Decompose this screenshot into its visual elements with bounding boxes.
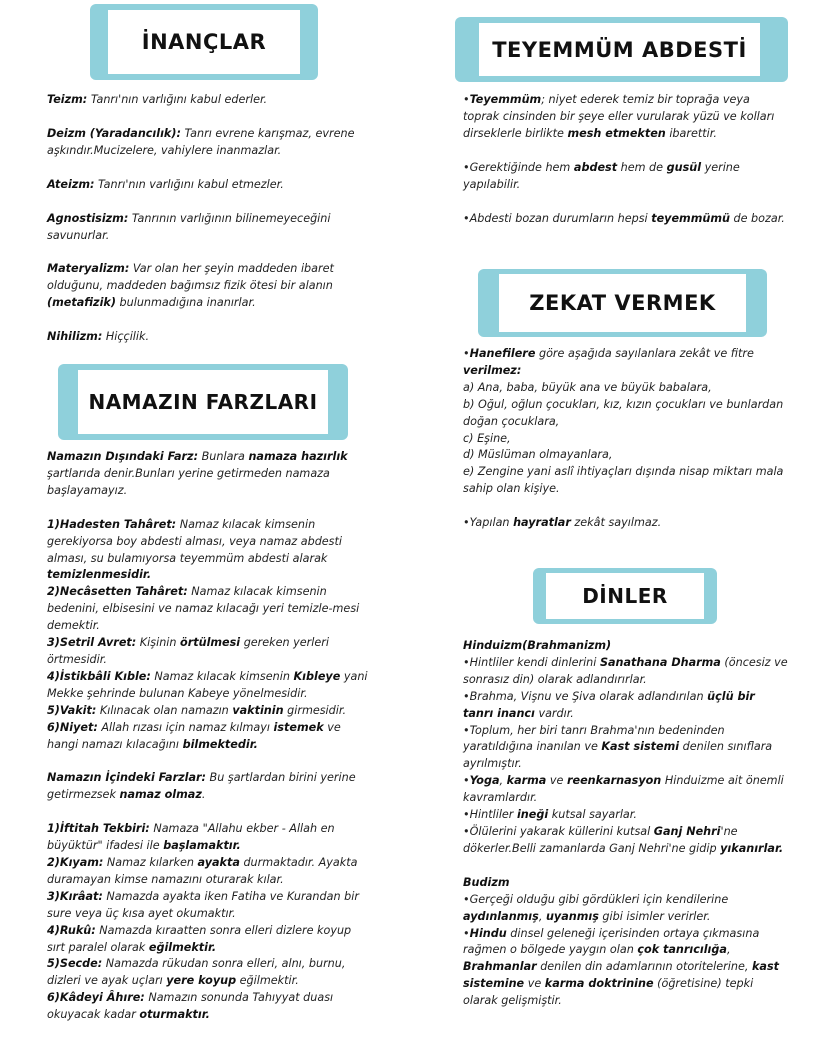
zekat-list-item: c) Eşine, (463, 431, 511, 445)
hinduizm-bullet: •Brahma, Vişnu ve Şiva olarak adlandırılan üçlü bir tanrı inancı vardır. (463, 689, 755, 720)
farz-item: 3)Kırâat: Namazda ayakta iken Fatiha ve Kurandan bir sure veya üç kısa ayet okumaktır. (47, 889, 359, 920)
farz-item: 2)Kıyam: Namaz kılarken ayakta durmaktadır. Ayakta duramayan kimse namazını oturarak kılar. (47, 856, 358, 886)
farz-item: 4)Rukû: Namazda kıraatten sonra elleri dizlere koyup sırt paralel olarak eğilmektir. (47, 923, 352, 954)
budizm-bullet: •Gerçeği olduğu gibi gördükleri için kendilerine aydınlanmış, uyanmış gibi isimler verirler. (463, 892, 729, 923)
section-title: İNANÇLAR (141, 30, 267, 54)
header-dinler (533, 568, 717, 624)
zekat-content (463, 346, 788, 532)
hinduizm-heading: Hinduizm(Brahmanizm) (463, 639, 612, 652)
farz-item: 6)Kâdeyi Âhıre: Namazın sonunda Tahıyyat duası okuyacak kadar oturmaktır. (47, 991, 334, 1022)
teyemmum-note: •Abdesti bozan durumların hepsi teyemmümü de bozar. (463, 211, 785, 225)
namaz-icindeki-intro: Namazın İçindeki Farzlar: Bu şartlardan birini yerine getirmezsek namaz olmaz. (47, 771, 356, 802)
farz-item: 5)Secde: Namazda rükudan sonra elleri, alnı, burnu, dizleri ve ayak uçları yere koyup eğilmektir. (47, 957, 346, 988)
zekat-list-item: e) Zengine yani aslî ihtiyaçları dışında nisap miktarı mala sahip olan kişiye. (463, 465, 784, 496)
zekat-list-item: b) Oğul, oğlun çocukları, kız, kızın çocukları ve bunlardan doğan çocuklara, (463, 397, 784, 428)
zekat-intro: •Hanefilere göre aşağıda sayılanlara zekât ve fitre verilmez: (463, 347, 754, 377)
dinler-content (463, 638, 788, 1010)
farz-item: 1)İftitah Tekbiri: Namaza "Allahu ekber - Allah en büyüktür" ifadesi ile başlamaktır. (47, 822, 335, 853)
farz-item: 4)İstikbâli Kıble: Namaz kılacak kimsenin Kıbleye yani Mekke şehrinde bulunan Kabeye yönelmesidir. (47, 669, 368, 700)
section-title: TEYEMMÜM ABDESTİ (492, 37, 747, 62)
section-title: ZEKAT VERMEK (529, 291, 716, 315)
zekat-note: •Yapılan hayratlar zekât sayılmaz. (463, 516, 662, 530)
teyemmum-definition: •Teyemmüm; niyet ederek temiz bir toprağa veya toprak cinsinden bir şeye eller vurularak yüzü ve kolları dirseklerle birlikte mesh etmekten ibarettir. (463, 93, 775, 140)
belief-item: Ateizm: Tanrı'nın varlığını kabul etmezler. (47, 177, 284, 191)
teyemmum-note: •Gerektiğinde hem abdest hem de gusül yerine yapılabilir. (463, 160, 740, 191)
hinduizm-bullet: •Yoga, karma ve reenkarnasyon Hinduizme ait önemli kavramlardır. (463, 774, 784, 805)
header-teyemmum (455, 17, 788, 82)
hinduizm-bullet: •Toplum, her biri tanrı Brahma'nın bedeninden yaratıldığına inanılan ve Kast sistemi denilen sınıflara ayrılmıştır. (463, 723, 773, 771)
belief-item: Materyalizm: Var olan her şeyin maddeden ibaret olduğunu, maddeden bağımsız fizik ötesi bir alanın (metafizik) bulunmadığına inanırlar. (47, 262, 334, 310)
teyemmum-content (463, 92, 788, 227)
namaz-disindaki-intro: Namazın Dışındaki Farz: Bunlara namaza hazırlık şartlarıda denir.Bunları yerine getirmeden namaza başlayamayız. (47, 450, 348, 497)
header-zekat (478, 269, 767, 337)
belief-item: Agnostisizm: Tanrının varlığının bilinemeyeceğini savunurlar. (47, 211, 331, 242)
hinduizm-bullet: •Hintliler ineği kutsal sayarlar. (463, 808, 637, 822)
budizm-bullet: •Hindu dinsel geleneği içerisinden ortaya çıkmasına rağmen o bölgede yaygın olan çok tanrıcılığa, Brahmanlar denilen din adamlarının otoritelerine, kast sistemine ve karma doktrinine (öğretisine) tepki olarak gelişmiştir. (463, 926, 779, 1008)
farz-item: 2)Necâsetten Tahâret: Namaz kılacak kimsenin bedenini, elbisesini ve namaz kılacağı yeri temizle-mesi demektir. (47, 585, 360, 633)
farz-item: 1)Hadesten Tahâret: Namaz kılacak kimsenin gerekiyorsa boy abdesti alması, veya namaz abdesti alması, su bulamıyorsa teyemmüm abdesti alarak temizlenmesidir. (47, 517, 342, 582)
namaz-content (47, 449, 372, 1024)
inanclar-content (47, 92, 372, 346)
zekat-list-item: d) Müslüman olmayanlara, (463, 448, 613, 462)
header-inanclar (90, 4, 318, 80)
header-namaz (58, 364, 348, 440)
section-title: NAMAZIN FARZLARI (88, 390, 318, 414)
belief-item: Deizm (Yaradancılık): Tanrı evrene karışmaz, evrene aşkındır.Mucizelere, vahiylere inanmazlar. (47, 126, 355, 157)
budizm-heading: Budizm (463, 875, 510, 889)
hinduizm-bullet: •Hintliler kendi dinlerini Sanathana Dharma (öncesiz ve sonrasız din) olarak adlandırırlar. (463, 655, 788, 686)
belief-item: Nihilizm: Hiççilik. (47, 330, 150, 344)
hinduizm-bullet: •Ölülerini yakarak küllerini kutsal Ganj Nehri'ne dökerler.Belli zamanlarda Ganj Nehri'ne gidip yıkanırlar. (463, 824, 784, 855)
zekat-list-item: a) Ana, baba, büyük ana ve büyük babalara, (463, 380, 712, 394)
farz-item: 5)Vakit: Kılınacak olan namazın vaktinin girmesidir. (47, 703, 346, 717)
belief-item: Teizm: Tanrı'nın varlığını kabul ederler. (47, 93, 268, 106)
farz-item: 3)Setril Avret: Kişinin örtülmesi gereken yerleri örtmesidir. (47, 636, 329, 666)
farz-item: 6)Niyet: Allah rızası için namaz kılmayı istemek ve hangi namazı kılacağını bilmektedir. (47, 720, 341, 751)
section-title: DİNLER (582, 584, 668, 608)
